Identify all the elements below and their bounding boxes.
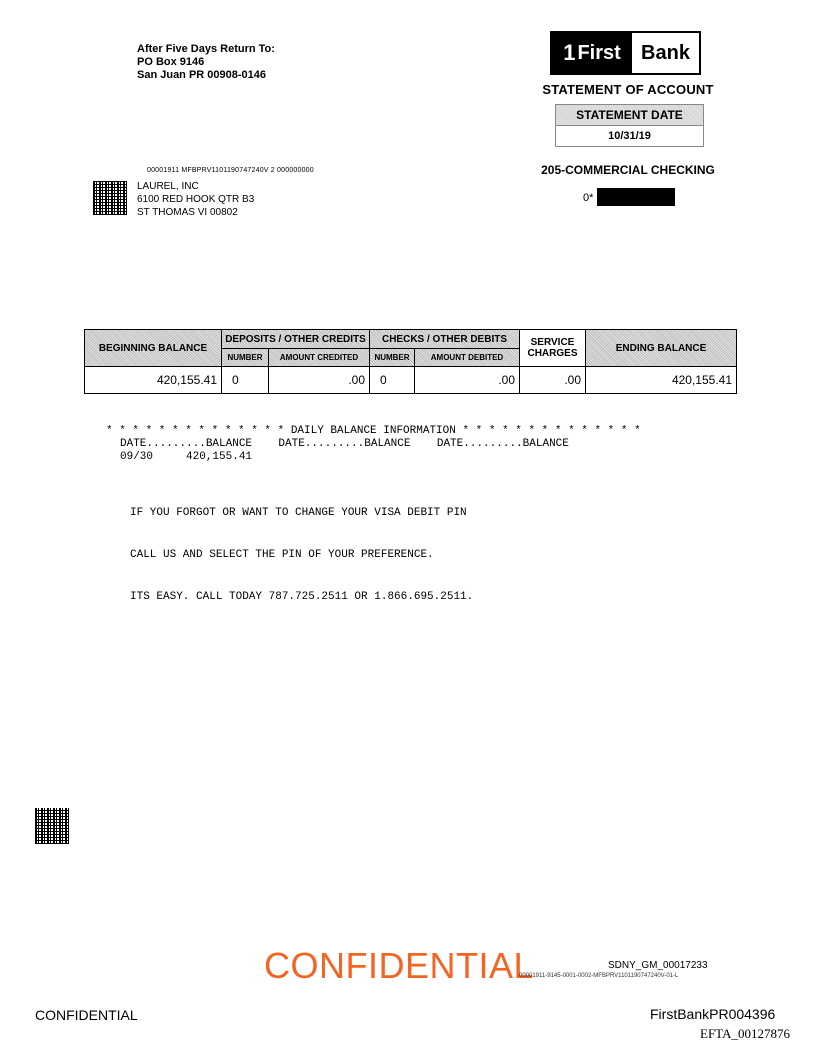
daily-balance-columns: DATE.........BALANCE DATE.........BALANCE DATE.........BALANCE	[120, 438, 569, 450]
confidential-stamp: CONFIDENTIAL	[264, 945, 535, 986]
header-service-line2: CHARGES	[527, 348, 578, 359]
efta-number: EFTA_00127876	[700, 1026, 790, 1041]
summary-values-row	[85, 367, 737, 394]
bank-logo	[550, 31, 701, 75]
mailing-2d-barcode	[93, 181, 127, 215]
pin-message-line2: CALL US AND SELECT THE PIN OF YOUR PREFERENCE.	[130, 549, 434, 561]
account-summary-table	[84, 329, 737, 394]
mailing-city: ST THOMAS VI 00802	[137, 207, 238, 218]
header-deposits-number: NUMBER	[222, 349, 269, 367]
daily-balance-row: 09/30 420,155.41	[120, 451, 253, 463]
logo-first-text: First	[577, 41, 621, 64]
header-service-charges	[520, 330, 586, 367]
document-control-number: 00001911-9145-0001-0002-MFBPRV1101190747240V-01-L	[519, 973, 679, 979]
value-checks-amount: .00	[415, 367, 520, 394]
value-deposits-number: 0	[222, 367, 269, 394]
header-checks-number: NUMBER	[370, 349, 415, 367]
statement-date-label: STATEMENT DATE	[556, 105, 703, 126]
account-number-prefix: 0*	[583, 192, 594, 204]
statement-date-box	[555, 104, 704, 147]
confidential-label: CONFIDENTIAL	[35, 1007, 138, 1023]
account-type: 205-COMMERCIAL CHECKING	[541, 163, 715, 177]
value-deposits-amount: .00	[269, 367, 370, 394]
return-address-line2: PO Box 9146	[137, 56, 205, 68]
value-service-charges: .00	[520, 367, 586, 394]
header-service-line1: SERVICE	[530, 337, 575, 348]
statement-date-value: 10/31/19	[608, 130, 651, 142]
firstbank-bates-number: FirstBankPR004396	[650, 1006, 776, 1022]
mailing-address	[137, 180, 254, 219]
header-beginning-balance: BEGINNING BALANCE	[85, 330, 222, 367]
header-amount-debited: AMOUNT DEBITED	[415, 349, 520, 367]
account-number-redaction	[597, 188, 675, 206]
mailing-name: LAUREL, INC	[137, 181, 199, 192]
return-address	[137, 43, 275, 82]
header-ending-balance: ENDING BALANCE	[586, 330, 737, 367]
sdny-bates-number: SDNY_GM_00017233	[608, 960, 708, 971]
mailing-street: 6100 RED HOOK QTR B3	[137, 194, 255, 205]
mailing-barcode-text: 00001911 MFBPRV1101190747240V 2 000000000	[147, 167, 314, 174]
return-address-line1: After Five Days Return To:	[137, 43, 275, 55]
daily-balance-heading: * * * * * * * * * * * * * * DAILY BALANCE INFORMATION * * * * * * * * * * * * * *	[106, 425, 641, 437]
header-checks: CHECKS / OTHER DEBITS	[370, 330, 520, 349]
logo-number: 1	[563, 40, 576, 65]
logo-bank-text: Bank	[641, 41, 690, 64]
pin-message-line3: ITS EASY. CALL TODAY 787.725.2511 OR 1.866.695.2511.	[130, 591, 474, 603]
header-amount-credited: AMOUNT CREDITED	[269, 349, 370, 367]
logo-first-block	[552, 33, 632, 73]
value-checks-number: 0	[370, 367, 415, 394]
statement-title: STATEMENT OF ACCOUNT	[542, 82, 714, 97]
pin-message-line1: IF YOU FORGOT OR WANT TO CHANGE YOUR VISA DEBIT PIN	[130, 507, 467, 519]
header-deposits: DEPOSITS / OTHER CREDITS	[222, 330, 370, 349]
return-address-line3: San Juan PR 00908-0146	[137, 69, 267, 81]
value-ending-balance: 420,155.41	[586, 367, 737, 394]
page-2d-barcode	[35, 808, 69, 844]
pin-message	[130, 478, 473, 618]
value-beginning-balance: 420,155.41	[85, 367, 222, 394]
